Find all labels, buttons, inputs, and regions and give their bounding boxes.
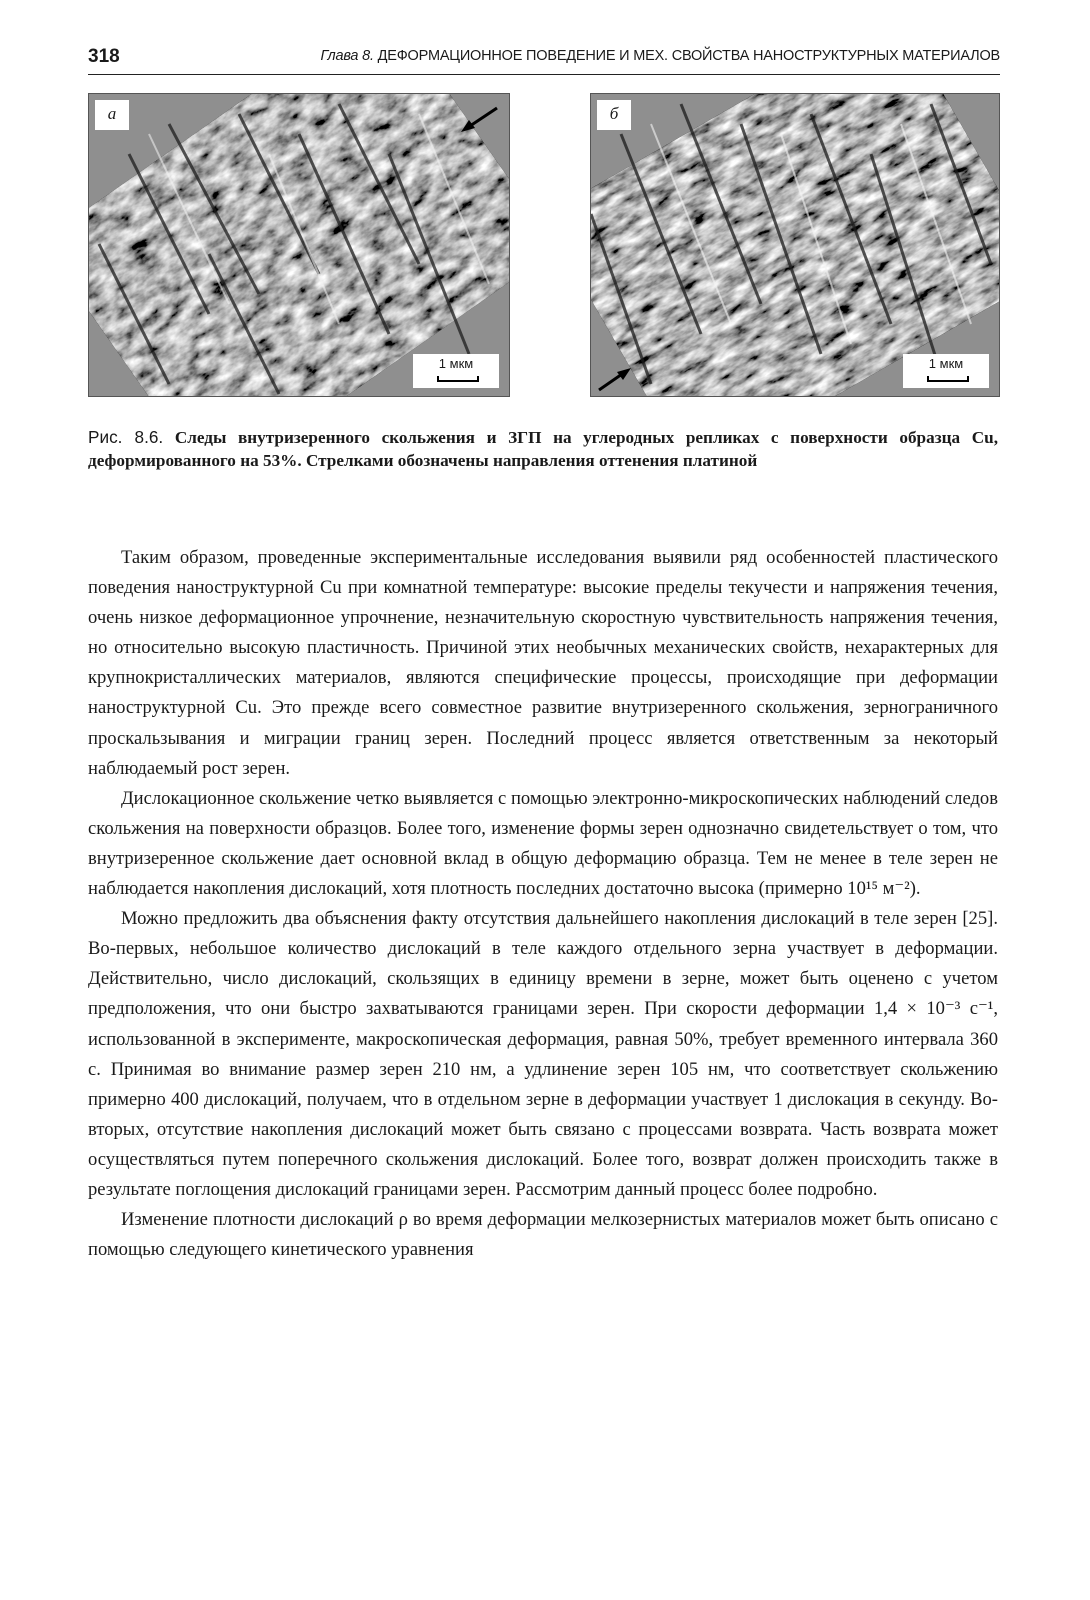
panel-label-b: б: [597, 100, 631, 130]
paragraph: Изменение плотности дислокаций ρ во время деформации мелкозернистых материалов может быть описано с помощью следующего кинетического уравнения: [88, 1209, 998, 1261]
micrograph-a-texture: [89, 94, 509, 396]
figure-number: Рис. 8.6.: [88, 427, 164, 447]
running-head-title: [320, 48, 1000, 64]
scale-bar-line-b: [927, 376, 969, 382]
page-number: 318: [88, 46, 120, 67]
scale-label-b: 1 мкм: [928, 356, 964, 371]
chapter-label: Глава 8.: [320, 48, 374, 64]
scale-bar-b: [903, 354, 989, 388]
body-text: [88, 543, 998, 1265]
micrograph-b: [590, 93, 1000, 397]
paragraph: Таким образом, проведенные экспериментальные исследования выявили ряд особенностей пластического поведения наноструктурной Cu при комнатной температуре: высокие пределы текучести и напряжения течения, очень низкое деформационное упрочнение, незначительную скоростную чувствительность напряжения течения, но относительно высокую пластичность. Причиной этих необычных механических свойств, нехарактерных для крупнокристаллических материалов, являются специфические процессы, происходящие при деформации наноструктурной Cu. Это прежде всего совместное развитие внутризеренного скольжения, зернограничного проскальзывания и миграции границ зерен. Последний процесс является ответственным за некоторый наблюдаемый рост зерен.: [88, 547, 998, 779]
micrograph-a: [88, 93, 510, 397]
paragraph: Дислокационное скольжение четко выявляется с помощью электронно-микроскопических наблюдений следов скольжения на поверхности образцов. Более того, изменение формы зерен однозначно свидетельствует о том, что внутризеренное скольжение дает основной вклад в общую деформацию образца. Тем не менее в теле зерен не наблюдается накопления дислокаций, хотя плотность последних достаточно высока (примерно 10¹⁵ м⁻²).: [88, 787, 998, 900]
running-header: [88, 44, 1000, 75]
arrow-icon: [599, 368, 631, 390]
caption-text: Следы внутризеренного скольжения и ЗГП на углеродных репликах с поверхности образца Cu, деформированного на 53%. Стрелками обозначены направления оттенения платиной: [88, 428, 998, 470]
scale-label-a: 1 мкм: [438, 356, 474, 371]
scale-bar-line-a: [437, 376, 479, 382]
panel-label-a: а: [95, 100, 129, 130]
paragraph: Можно предложить два объяснения факту отсутствия дальнейшего накопления дислокаций в теле зерен [25]. Во-первых, небольшое количество дислокаций в теле каждого отдельного зерна участвует в деформации. Действительно, число дислокаций, скользящих в единицу времени в зерне, может быть оценено с учетом предположения, что они быстро захватываются границами зерен. При скорости деформации 1,4 × 10⁻³ с⁻¹, использованной в эксперименте, макроскопическая деформация, равная 50%, требует временного интервала 360 с. Принимая во внимание размер зерен 210 нм, а удлинение зерен 105 нм, что соответствует скольжению примерно 400 дислокаций, получаем, что в отдельном зерне в деформации участвует 1 дислокация в секунду. Во-вторых, отсутствие накопления дислокаций может быть связано с процессами возврата. Часть возврата может осуществляться путем поперечного скольжения дислокаций. Более того, возврат должен происходить также в результате поглощения дислокаций границами зерен. Рассмотрим данный процесс более подробно.: [88, 908, 998, 1200]
chapter-title: ДЕФОРМАЦИОННОЕ ПОВЕДЕНИЕ И МЕХ. СВОЙСТВА НАНОСТРУКТУРНЫХ МАТЕРИАЛОВ: [373, 48, 1000, 64]
scale-bar-a: [413, 354, 499, 388]
figure-caption: [88, 426, 998, 472]
micrograph-b-texture: [591, 94, 999, 396]
